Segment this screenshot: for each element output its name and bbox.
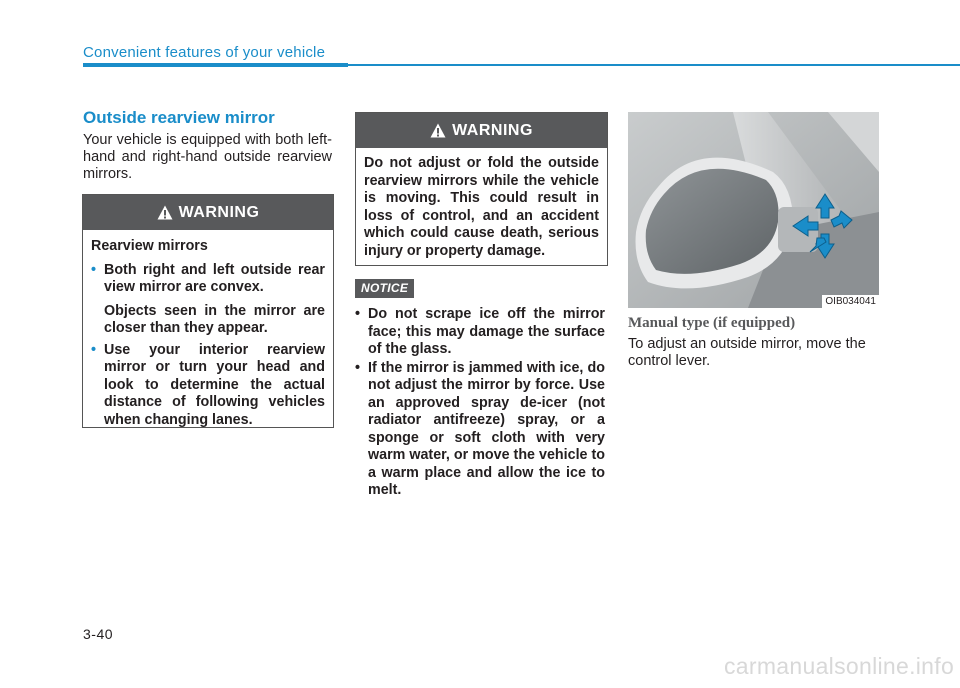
mirror-illustration [628, 112, 879, 308]
section-header: Convenient features of your vehicle [83, 44, 326, 61]
warning-header [356, 113, 607, 148]
warning-bullet [91, 342, 325, 430]
warning-icon [430, 123, 446, 138]
header-rule-thick [83, 63, 348, 67]
bullet-dot: • [355, 359, 361, 376]
warning-text: Do not adjust or fold the outside rearview mirrors while the vehicle is moving. This could result in loss of control, and an accident which could cause death, serious injury or property damage. [364, 155, 599, 259]
notice-item [355, 360, 605, 500]
notice-item-text: If the mirror is jammed with ice, do not adjust the mirror by force. Use an approved spray de-icer (not radiator antifreeze) spray, or a sponge or soft cloth with very warm water, or move the vehicle to a warm place and allow the ice to melt. [368, 359, 605, 498]
warning-label: WARNING [178, 203, 260, 221]
warning-box-rearview [82, 194, 334, 428]
header-rule-thin [348, 64, 960, 66]
bullet-dot: • [91, 341, 97, 358]
bullet-dot: • [91, 261, 97, 278]
warning-bullet-continuation: Objects seen in the mirror are closer than they appear. [104, 302, 325, 336]
warning-subtitle: Rearview mirrors [91, 238, 208, 254]
notice-item [355, 306, 605, 359]
manual-type-title: Manual type (if equipped) [628, 315, 796, 331]
bullet-dot: • [355, 306, 361, 322]
warning-header [83, 195, 333, 230]
watermark: carmanualsonline.info [724, 653, 955, 679]
notice-badge: NOTICE [355, 279, 414, 298]
manual-type-text: To adjust an outside mirror, move the control lever. [628, 336, 866, 369]
notice-list [355, 306, 605, 501]
warning-icon [157, 205, 173, 220]
warning-label: WARNING [452, 121, 533, 139]
mirror-photo [628, 112, 879, 308]
warning-bullet-text: Use your interior rearview mirror or turn your head and look to determine the actual distance of following vehicles when changing lanes. [104, 341, 325, 428]
notice-item-text: Do not scrape ice off the mirror face; this may damage the surface of the glass. [368, 306, 605, 357]
intro-paragraph: Your vehicle is equipped with both left-hand and right-hand outside rearview mirrors. [83, 132, 332, 182]
page-number: 3-40 [83, 626, 114, 642]
warning-box-adjust [355, 112, 608, 266]
section-title: Outside rearview mirror [83, 108, 275, 127]
warning-bullet [91, 262, 325, 297]
figure-code: OIB034041 [822, 295, 879, 308]
warning-bullet-text: Both right and left outside rear view mirror are convex. [104, 261, 325, 295]
